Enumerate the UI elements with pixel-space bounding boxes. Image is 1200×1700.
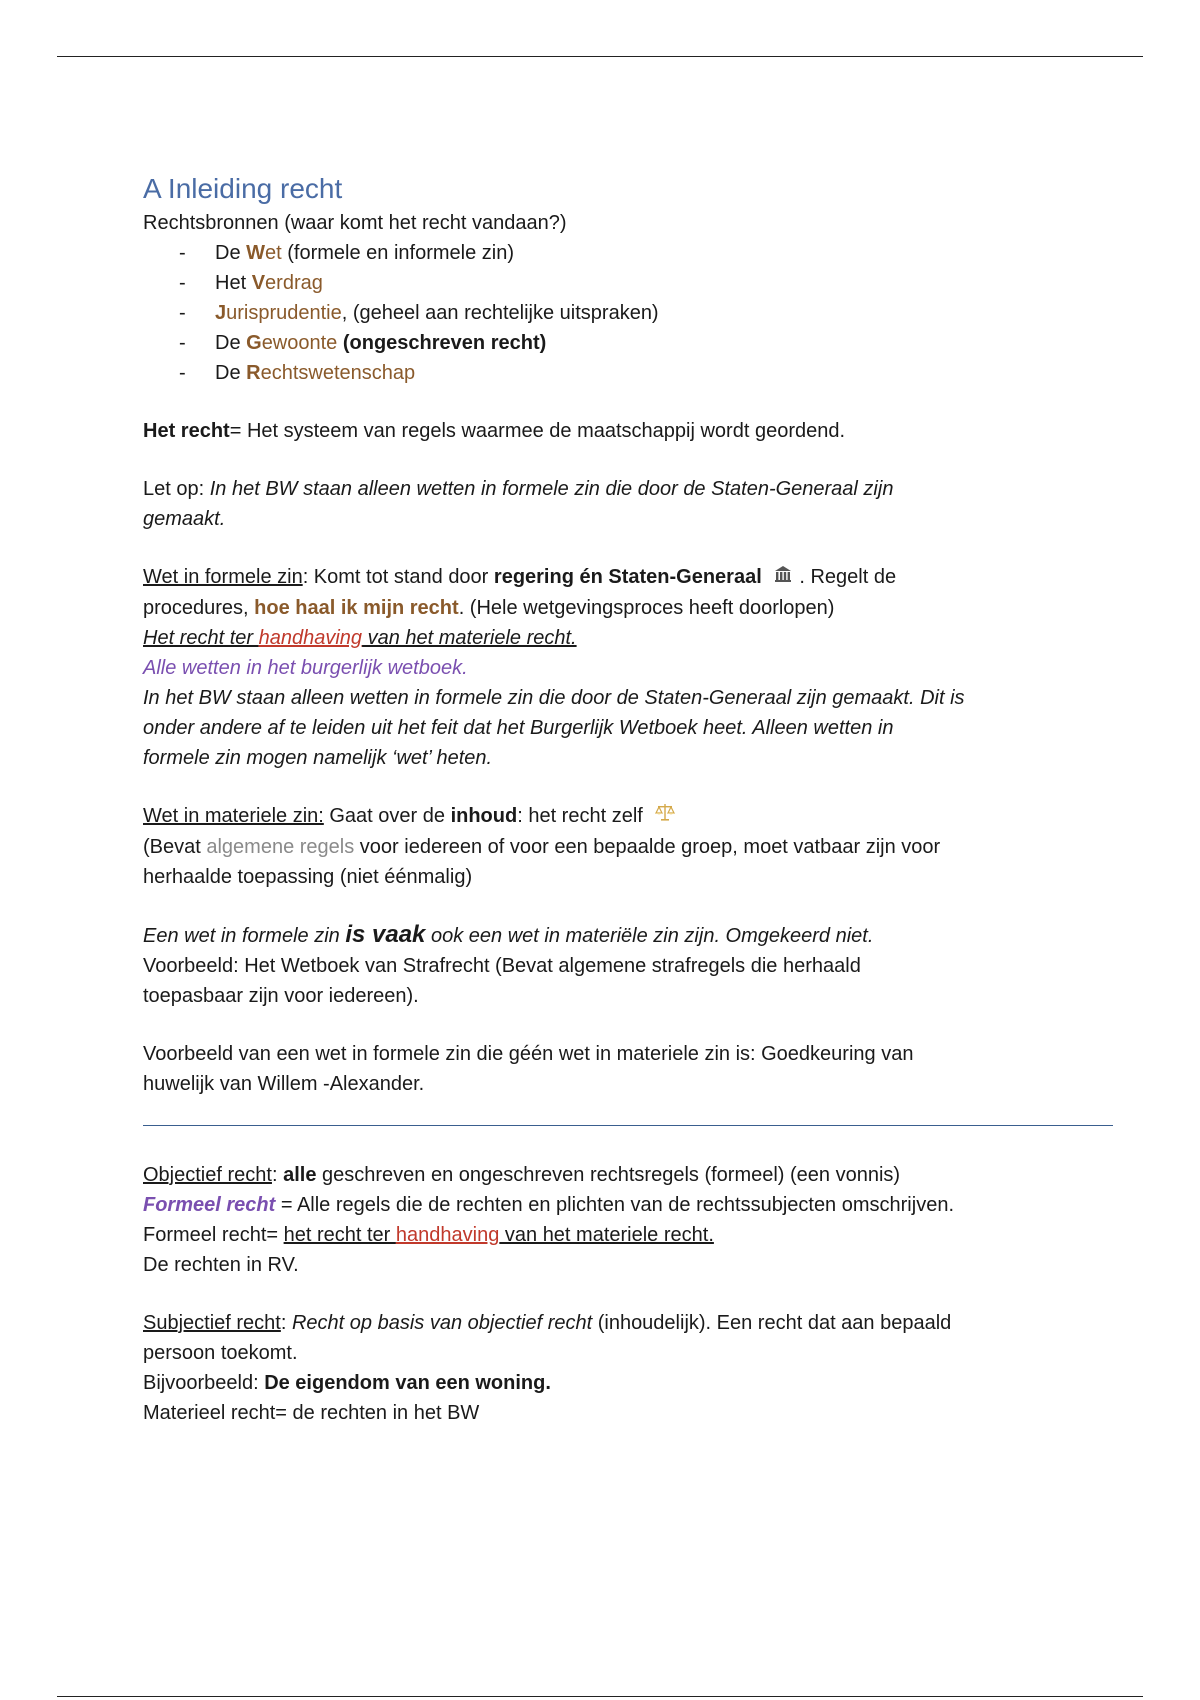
relation-example-2: toepasbaar zijn voor iedereen). [143, 984, 419, 1007]
formele-zin-handhaving: Het recht ter handhaving van het materiele recht. [143, 626, 577, 649]
top-rule [57, 56, 1143, 57]
list-item: - Jurisprudentie, (geheel aan rechtelijke uitspraken) [179, 298, 1123, 328]
section-divider [143, 1125, 1113, 1126]
note-line: Let op: In het BW staan alleen wetten in formele zin die door de Staten-Generaal zijn [143, 478, 894, 500]
subjectief-line-2: persoon toekomt. [143, 1341, 298, 1364]
rechten-rv-line: De rechten in RV. [143, 1253, 299, 1276]
materiele-zin-line-2: (Bevat algemene regels voor iedereen of voor een bepaalde groep, moet vatbaar zijn voor [143, 835, 941, 858]
example-line-2: huwelijk van Willem -Alexander. [143, 1072, 425, 1095]
definition-recht: Het recht= Het systeem van regels waarmee de maatschappij wordt geordend. [143, 420, 846, 442]
document-page [143, 170, 1123, 1428]
materieel-recht-line: Materieel recht= de rechten in het BW [143, 1401, 480, 1424]
sources-intro: Rechtsbronnen (waar komt het recht vandaan?) [143, 212, 567, 234]
page-title: A Inleiding recht [143, 173, 343, 204]
sources-list [143, 238, 1123, 388]
bottom-rule [57, 1696, 1143, 1697]
formele-zin-line-2: procedures, hoe haal ik mijn recht. (Hele wetgevingsproces heeft doorlopen) [143, 596, 835, 619]
subjectief-example: Bijvoorbeeld: De eigendom van een woning. [143, 1371, 551, 1394]
formele-zin-explanation-1: In het BW staan alleen wetten in formele zin die door de Staten-Generaal zijn gemaakt. Dit is [143, 686, 965, 709]
formeel-recht-line: Formeel recht = Alle regels die de rechten en plichten van de rechtssubjecten omschrijven. [143, 1193, 954, 1216]
materiele-zin-line-3: herhaalde toepassing (niet éénmalig) [143, 865, 473, 888]
list-item: - De Rechtswetenschap [179, 358, 1123, 388]
balance-scale-icon [654, 801, 676, 832]
formele-zin-line: Wet in formele zin: Komt tot stand door regering én Staten-Generaal . Regelt de [143, 562, 1123, 593]
materiele-zin-line: Wet in materiele zin: Gaat over de inhoud: het recht zelf [143, 801, 1123, 832]
formeel-recht-handhaving: Formeel recht= het recht ter handhaving van het materiele recht. [143, 1223, 714, 1246]
example-line-1: Voorbeeld van een wet in formele zin die géén wet in materiele zin is: Goedkeuring van [143, 1042, 914, 1065]
note-line-2: gemaakt. [143, 508, 226, 530]
relation-line: Een wet in formele zin is vaak ook een wet in materiële zin zijn. Omgekeerd niet. [143, 920, 874, 948]
list-item: - De Wet (formele en informele zin) [179, 238, 1123, 268]
formele-zin-explanation-2: onder andere af te leiden uit het feit dat het Burgerlijk Wetboek heet. Alleen wetten in [143, 716, 894, 739]
formele-zin-bw: Alle wetten in het burgerlijk wetboek. [143, 656, 468, 679]
relation-example-1: Voorbeeld: Het Wetboek van Strafrecht (Bevat algemene strafregels die herhaald [143, 954, 861, 977]
formele-zin-explanation-3: formele zin mogen namelijk ‘wet’ heten. [143, 746, 493, 769]
subjectief-line: Subjectief recht: Recht op basis van objectief recht (inhoudelijk). Een recht dat aan bepaald [143, 1311, 952, 1334]
list-item: - De Gewoonte (ongeschreven recht) [179, 328, 1123, 358]
objectief-line: Objectief recht: alle geschreven en ongeschreven rechtsregels (formeel) (een vonnis) [143, 1163, 901, 1186]
list-item: - Het Verdrag [179, 268, 1123, 298]
classical-building-icon [773, 563, 793, 593]
